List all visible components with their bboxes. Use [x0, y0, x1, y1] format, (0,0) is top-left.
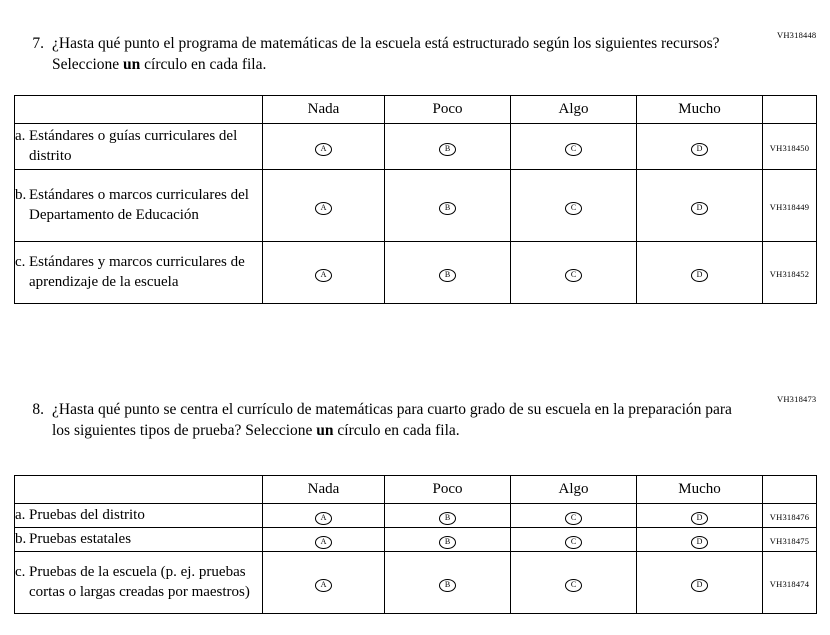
option-8b-mucho[interactable]	[637, 528, 763, 552]
option-8c-nada[interactable]	[263, 552, 385, 614]
radio-bubble[interactable]: C	[565, 579, 582, 592]
row-text-7a: Estándares o guías curriculares del distrito	[29, 128, 238, 164]
row-text-7b: Estándares o marcos curriculares del Departamento de Educación	[29, 187, 249, 223]
row-letter-8b: b.	[15, 530, 27, 547]
radio-bubble[interactable]: B	[439, 269, 456, 282]
option-8a-nada[interactable]	[263, 504, 385, 528]
row-label-8a	[15, 504, 263, 528]
question-8-text-part1: ¿Hasta qué punto se centra el currículo de matemáticas para cuarto grado de su escuela en la preparación para los siguientes tipos de prueba? Seleccione	[52, 401, 732, 439]
row-text-8a: Pruebas del distrito	[29, 506, 145, 523]
question-7-table	[14, 95, 817, 304]
option-8c-poco[interactable]	[385, 552, 511, 614]
radio-bubble[interactable]: B	[439, 202, 456, 215]
row-text-8c: Pruebas de la escuela (p. ej. pruebas cortas o largas creadas por maestros)	[29, 564, 250, 600]
option-8a-poco[interactable]	[385, 504, 511, 528]
radio-bubble[interactable]: A	[315, 579, 332, 592]
radio-bubble[interactable]: A	[315, 269, 332, 282]
row-label-8b	[15, 528, 263, 552]
row-code-7b	[763, 170, 817, 242]
option-7b-nada[interactable]	[263, 170, 385, 242]
item-id-code: VH318476	[769, 511, 810, 522]
question-7-text	[52, 34, 738, 76]
option-8b-algo[interactable]	[511, 528, 637, 552]
row-text-8b: Pruebas estatales	[29, 530, 132, 547]
row-letter-7c: c.	[15, 254, 26, 271]
option-7c-mucho[interactable]	[637, 242, 763, 304]
row-code-7a	[763, 124, 817, 170]
radio-bubble[interactable]: C	[565, 143, 582, 156]
table-row	[15, 170, 817, 242]
question-id-code: VH318473	[777, 394, 817, 404]
option-7c-poco[interactable]	[385, 242, 511, 304]
row-letter-8a: a.	[15, 506, 26, 523]
question-8-text	[52, 400, 748, 442]
item-id-code: VH318452	[769, 268, 810, 279]
row-letter-7b: b.	[15, 187, 27, 204]
row-text-7c: Estándares y marcos curriculares de aprendizaje de la escuela	[29, 254, 245, 290]
radio-bubble[interactable]: D	[691, 512, 708, 525]
row-code-7c	[763, 242, 817, 304]
table-header-row	[15, 476, 817, 504]
header-mucho: Mucho	[637, 96, 763, 124]
radio-bubble[interactable]: C	[565, 269, 582, 282]
table-row	[15, 242, 817, 304]
radio-bubble[interactable]: D	[691, 579, 708, 592]
header-algo: Algo	[511, 476, 637, 504]
option-8b-poco[interactable]	[385, 528, 511, 552]
table-row	[15, 504, 817, 528]
row-letter-8c: c.	[15, 564, 26, 581]
item-id-code: VH318450	[769, 142, 810, 153]
header-code	[763, 476, 817, 504]
radio-bubble[interactable]: D	[691, 143, 708, 156]
radio-bubble[interactable]: D	[691, 536, 708, 549]
header-poco: Poco	[385, 476, 511, 504]
radio-bubble[interactable]: D	[691, 202, 708, 215]
row-code-8b	[763, 528, 817, 552]
header-nada: Nada	[263, 96, 385, 124]
radio-bubble[interactable]: A	[315, 512, 332, 525]
radio-bubble[interactable]: B	[439, 512, 456, 525]
option-7b-algo[interactable]	[511, 170, 637, 242]
question-7-text-part1: ¿Hasta qué punto el programa de matemáticas de la escuela está estructurado según los siguientes recursos? Seleccione	[52, 35, 720, 73]
option-7c-algo[interactable]	[511, 242, 637, 304]
option-7a-poco[interactable]	[385, 124, 511, 170]
header-algo: Algo	[511, 96, 637, 124]
option-7a-algo[interactable]	[511, 124, 637, 170]
option-7b-mucho[interactable]	[637, 170, 763, 242]
option-7a-nada[interactable]	[263, 124, 385, 170]
item-id-code: VH318449	[769, 201, 810, 212]
radio-bubble[interactable]: B	[439, 579, 456, 592]
table-row	[15, 124, 817, 170]
table-header-row	[15, 96, 817, 124]
option-7a-mucho[interactable]	[637, 124, 763, 170]
question-7-text-bold: un	[123, 55, 141, 73]
radio-bubble[interactable]: A	[315, 143, 332, 156]
radio-bubble[interactable]: C	[565, 202, 582, 215]
option-8c-mucho[interactable]	[637, 552, 763, 614]
item-id-code: VH318475	[769, 535, 810, 546]
header-mucho: Mucho	[637, 476, 763, 504]
header-code	[763, 96, 817, 124]
radio-bubble[interactable]: D	[691, 269, 708, 282]
question-7-number: 7.	[32, 35, 44, 52]
table-row	[15, 528, 817, 552]
table-row	[15, 552, 817, 614]
row-label-8c	[15, 552, 263, 614]
header-blank	[15, 476, 263, 504]
radio-bubble[interactable]: A	[315, 536, 332, 549]
radio-bubble[interactable]: B	[439, 536, 456, 549]
question-7	[18, 34, 738, 76]
radio-bubble[interactable]: C	[565, 512, 582, 525]
item-id-code: VH318474	[769, 578, 810, 589]
question-7-text-part2: círculo en cada fila.	[140, 55, 267, 73]
header-blank	[15, 96, 263, 124]
radio-bubble[interactable]: C	[565, 536, 582, 549]
row-letter-7a: a.	[15, 128, 26, 145]
question-8-text-part2: círculo en cada fila.	[333, 421, 460, 439]
question-id-code: VH318448	[777, 30, 817, 40]
row-label-7a	[15, 124, 263, 170]
option-8b-nada[interactable]	[263, 528, 385, 552]
option-8a-mucho[interactable]	[637, 504, 763, 528]
header-poco: Poco	[385, 96, 511, 124]
option-8a-algo[interactable]	[511, 504, 637, 528]
question-8-number: 8.	[32, 401, 44, 418]
row-label-7c	[15, 242, 263, 304]
question-8	[18, 400, 748, 442]
option-8c-algo[interactable]	[511, 552, 637, 614]
row-label-7b	[15, 170, 263, 242]
row-code-8c	[763, 552, 817, 614]
row-code-8a	[763, 504, 817, 528]
option-7c-nada[interactable]	[263, 242, 385, 304]
option-7b-poco[interactable]	[385, 170, 511, 242]
header-nada: Nada	[263, 476, 385, 504]
radio-bubble[interactable]: B	[439, 143, 456, 156]
question-8-table	[14, 475, 817, 614]
question-8-text-bold: un	[316, 421, 334, 439]
radio-bubble[interactable]: A	[315, 202, 332, 215]
